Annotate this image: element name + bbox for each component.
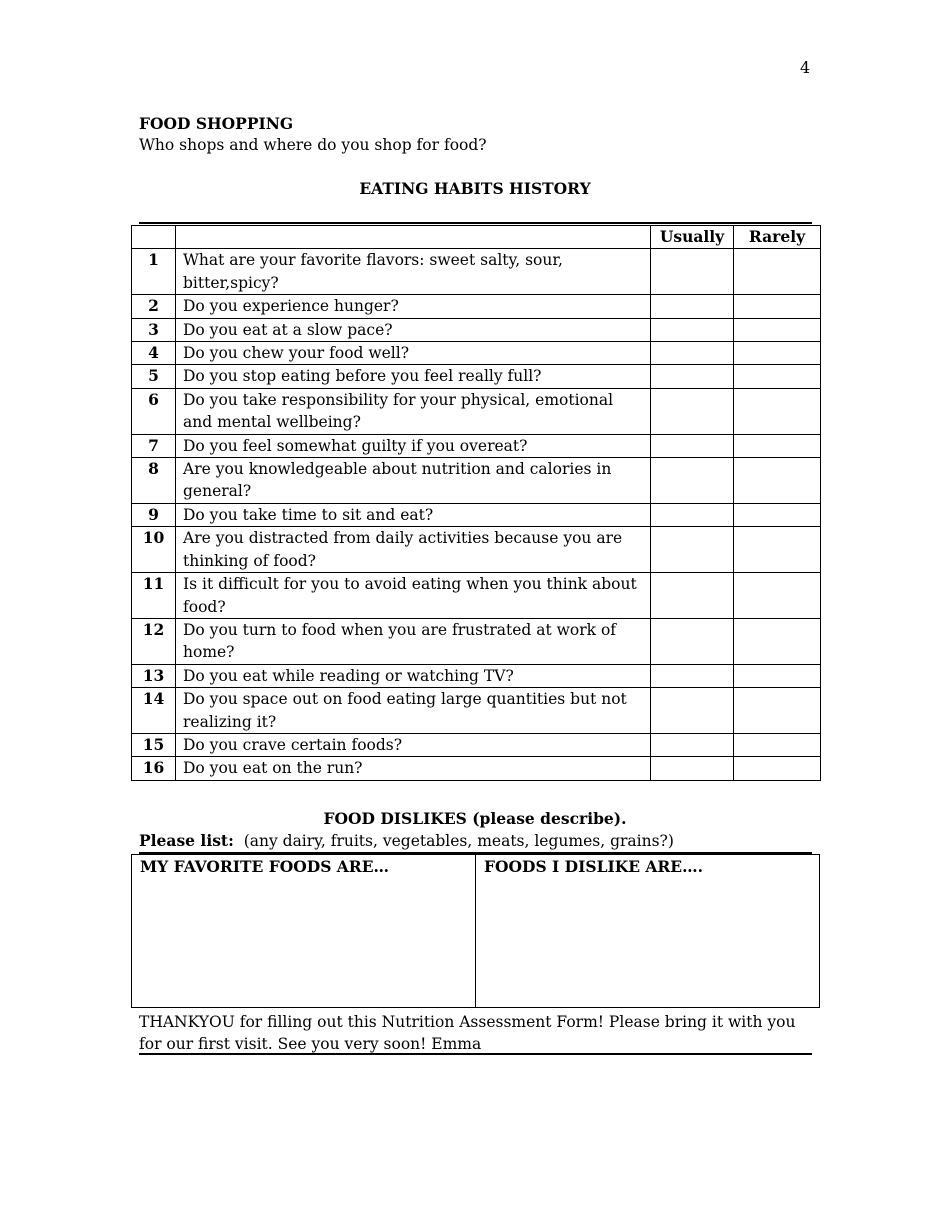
rarely-answer-cell[interactable]: [734, 458, 821, 504]
row-number: 4: [132, 342, 176, 365]
row-number: 5: [132, 365, 176, 388]
table-header-row: [132, 226, 821, 249]
table-row: [132, 618, 821, 664]
row-number: 9: [132, 503, 176, 526]
rarely-answer-cell[interactable]: [734, 388, 821, 434]
please-list-label: Please list:: [139, 831, 234, 850]
table-row: [132, 295, 821, 318]
bottom-rule: [139, 1053, 812, 1055]
rarely-answer-cell[interactable]: [734, 342, 821, 365]
usually-answer-cell[interactable]: [651, 458, 734, 504]
usually-answer-cell[interactable]: [651, 664, 734, 687]
table-row: [132, 664, 821, 687]
row-number: 1: [132, 249, 176, 295]
rarely-answer-cell[interactable]: [734, 365, 821, 388]
disliked-foods-cell[interactable]: [476, 855, 820, 1008]
rarely-answer-cell[interactable]: [734, 527, 821, 573]
usually-answer-cell[interactable]: [651, 757, 734, 780]
usually-answer-cell[interactable]: [651, 503, 734, 526]
table-row: [132, 573, 821, 619]
favorite-foods-header: MY FAVORITE FOODS ARE…: [140, 857, 390, 876]
question-cell: Do you chew your food well?: [176, 342, 651, 365]
question-cell: Do you crave certain foods?: [176, 733, 651, 756]
page-number: 4: [800, 58, 811, 77]
usually-answer-cell[interactable]: [651, 365, 734, 388]
table-row: [132, 458, 821, 504]
favorite-foods-cell[interactable]: [132, 855, 476, 1008]
rarely-answer-cell[interactable]: [734, 757, 821, 780]
question-cell: Do you experience hunger?: [176, 295, 651, 318]
table-row: [132, 365, 821, 388]
question-header: [176, 226, 651, 249]
table-row: [132, 503, 821, 526]
row-number: 15: [132, 733, 176, 756]
question-cell: Do you eat while reading or watching TV?: [176, 664, 651, 687]
table-row: [132, 527, 821, 573]
row-number: 14: [132, 688, 176, 734]
question-cell: Are you distracted from daily activities because you are thinking of food?: [176, 527, 651, 573]
usually-answer-cell[interactable]: [651, 434, 734, 457]
row-number: 16: [132, 757, 176, 780]
usually-answer-cell[interactable]: [651, 527, 734, 573]
usually-answer-cell[interactable]: [651, 688, 734, 734]
food-shopping-heading: FOOD SHOPPING: [139, 114, 294, 133]
top-rule: [139, 222, 812, 224]
table-row: [132, 688, 821, 734]
question-cell: Do you space out on food eating large quantities but not realizing it?: [176, 688, 651, 734]
please-list-text: (any dairy, fruits, vegetables, meats, legumes, grains?): [243, 832, 674, 850]
table-row: [132, 249, 821, 295]
rarely-header: Rarely: [734, 226, 821, 249]
num-header: [132, 226, 176, 249]
rarely-answer-cell[interactable]: [734, 434, 821, 457]
usually-answer-cell[interactable]: [651, 618, 734, 664]
row-number: 3: [132, 318, 176, 341]
usually-answer-cell[interactable]: [651, 249, 734, 295]
question-cell: Do you turn to food when you are frustrated at work of home?: [176, 618, 651, 664]
usually-answer-cell[interactable]: [651, 733, 734, 756]
question-cell: Do you stop eating before you feel really full?: [176, 365, 651, 388]
rarely-answer-cell[interactable]: [734, 688, 821, 734]
row-number: 12: [132, 618, 176, 664]
table-row: [132, 388, 821, 434]
row-number: 10: [132, 527, 176, 573]
question-cell: Do you eat at a slow pace?: [176, 318, 651, 341]
question-cell: Do you eat on the run?: [176, 757, 651, 780]
usually-header: Usually: [651, 226, 734, 249]
thank-you-note: THANKYOU for filling out this Nutrition Assessment Form! Please bring it with you for our first visit. See you very soon! Emma: [139, 1013, 796, 1053]
usually-answer-cell[interactable]: [651, 318, 734, 341]
table-row: [132, 733, 821, 756]
row-number: 6: [132, 388, 176, 434]
food-shopping-question: Who shops and where do you shop for food?: [139, 136, 487, 154]
question-cell: Are you knowledgeable about nutrition and calories in general?: [176, 458, 651, 504]
eating-habits-title: EATING HABITS HISTORY: [359, 179, 591, 198]
row-number: 11: [132, 573, 176, 619]
table-row: [132, 318, 821, 341]
rarely-answer-cell[interactable]: [734, 733, 821, 756]
row-number: 2: [132, 295, 176, 318]
disliked-foods-header: FOODS I DISLIKE ARE….: [484, 857, 704, 876]
rarely-answer-cell[interactable]: [734, 249, 821, 295]
food-dislikes-title: FOOD DISLIKES (please describe).: [323, 809, 627, 828]
question-cell: Do you feel somewhat guilty if you overeat?: [176, 434, 651, 457]
usually-answer-cell[interactable]: [651, 573, 734, 619]
foods-table: [131, 854, 820, 1008]
table-row: [132, 342, 821, 365]
rarely-answer-cell[interactable]: [734, 664, 821, 687]
usually-answer-cell[interactable]: [651, 388, 734, 434]
question-cell: What are your favorite flavors: sweet salty, sour, bitter,spicy?: [176, 249, 651, 295]
row-number: 13: [132, 664, 176, 687]
rarely-answer-cell[interactable]: [734, 573, 821, 619]
please-list-line: [139, 831, 674, 850]
rarely-answer-cell[interactable]: [734, 503, 821, 526]
rarely-answer-cell[interactable]: [734, 318, 821, 341]
question-cell: Do you take time to sit and eat?: [176, 503, 651, 526]
table-row: [132, 757, 821, 780]
row-number: 7: [132, 434, 176, 457]
usually-answer-cell[interactable]: [651, 342, 734, 365]
question-cell: Do you take responsibility for your physical, emotional and mental wellbeing?: [176, 388, 651, 434]
eating-habits-table: [131, 225, 821, 781]
usually-answer-cell[interactable]: [651, 295, 734, 318]
table-row: [132, 434, 821, 457]
rarely-answer-cell[interactable]: [734, 295, 821, 318]
rarely-answer-cell[interactable]: [734, 618, 821, 664]
question-cell: Is it difficult for you to avoid eating when you think about food?: [176, 573, 651, 619]
row-number: 8: [132, 458, 176, 504]
